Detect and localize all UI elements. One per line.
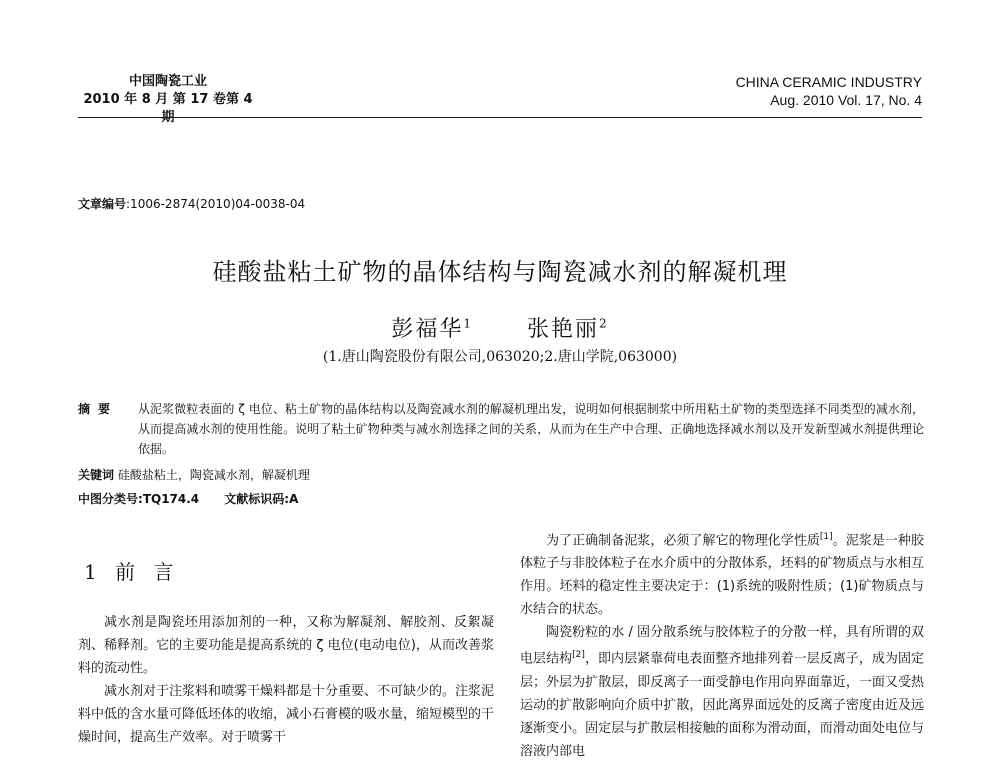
journal-header-en [662, 73, 922, 109]
abstract [78, 399, 924, 459]
keywords-value: 硅酸盐粘土，陶瓷减水剂，解凝机理 [114, 468, 310, 482]
body-paragraph: 减水剂对于注浆料和喷雾干燥料都是十分重要、不可缺少的。注浆泥料中低的含水量可降低坯体的收缩，减小石膏模的吸水量，缩短模型的干燥时间，提高生产效率。对于喷雾干 [78, 684, 495, 745]
keywords-label: 关键词 [78, 468, 115, 482]
paper-title: 硅酸盐粘土矿物的晶体结构与陶瓷减水剂的解凝机理 [212, 258, 788, 286]
right-column [520, 526, 924, 763]
article-number-label: 文章编号 [78, 197, 127, 211]
doc-code-label: 文献标识码 [224, 492, 285, 506]
body-paragraph: 减水剂是陶瓷坯用添加剂的一种，又称为解凝剂、解胶剂、反絮凝剂、稀释剂。它的主要功能是提高系统的 ζ 电位(电动电位)，从而改善浆料的流动性。 [78, 615, 494, 676]
classification [78, 490, 298, 507]
clc-label: 中图分类号 [78, 492, 139, 506]
issue-info-cn: 2010 年 8 月 第 17 卷第 4 期 [83, 92, 253, 125]
left-column [78, 611, 494, 749]
journal-name-cn: 中国陶瓷工业 [128, 74, 207, 89]
body-paragraph [520, 526, 924, 621]
clc-value: :TQ174.4 [138, 492, 200, 506]
abstract-label: 摘要 [78, 402, 119, 416]
journal-name-en: CHINA CERAMIC INDUSTRY [735, 74, 922, 90]
doc-code-value: :A [284, 492, 299, 506]
header-rule [78, 117, 922, 118]
body-paragraph [520, 621, 924, 762]
journal-header-cn [78, 73, 258, 127]
author-name: 彭福华 [391, 317, 464, 342]
section-heading-introduction: 1 前 言 [84, 560, 180, 584]
article-number [78, 195, 305, 212]
author-affil-mark: 1 [463, 316, 474, 331]
citation-ref: [1] [819, 532, 833, 542]
paragraph-text: 为了正确制备泥浆，必须了解它的物理化学性质 [546, 533, 820, 549]
abstract-text: 从泥浆微粒表面的 ζ 电位、粘土矿物的晶体结构以及陶瓷减水剂的解凝机理出发，说明如何根据制浆中所用粘土矿物的类型选择不同类型的减水剂，从而提高减水剂的使用性能。说明了粘土矿物种类与减水剂选择之间的关系，从而为在生产中合理、正确地选择减水剂以及开发新型减水剂提供理论依据。 [138, 402, 924, 456]
paragraph-text: ，即内层紧靠荷电表面整齐地排列着一层反离子，成为固定层；外层为扩散层，即反离子一面受静电作用向界面靠近，一面又受热运动的扩散影响向介质中扩散，因此离界面远处的反离子密度由近及远逐渐变小。固定层与扩散层相接触的面称为滑动面，而滑动面处电位与溶液内部电 [520, 651, 924, 759]
author-affil-mark: 2 [599, 316, 609, 331]
author-name: 张艳丽 [526, 317, 599, 342]
citation-ref: [2] [572, 650, 585, 661]
paragraph-text: 陶瓷粉粒的水 / 固分散系统与胶体粒子的分散一样，具有所谓的双电层结构 [520, 625, 924, 667]
affiliation: (1.唐山陶瓷股份有限公司,063020;2.唐山学院,063000) [322, 349, 678, 365]
issue-info-en: Aug. 2010 Vol. 17, No. 4 [770, 92, 922, 108]
paragraph-text: 。泥浆是一种胶体粒子与非胶体粒子在水介质中的分散体系，坯料的矿物质点与水相互作用。坯料的稳定性主要决定于：(1)系统的吸附性质；(1)矿物质点与水结合的状态。 [520, 533, 924, 618]
article-number-value: :1006-2874(2010)04-0038-04 [126, 197, 306, 211]
author-list [0, 312, 1000, 343]
keywords [78, 466, 310, 483]
